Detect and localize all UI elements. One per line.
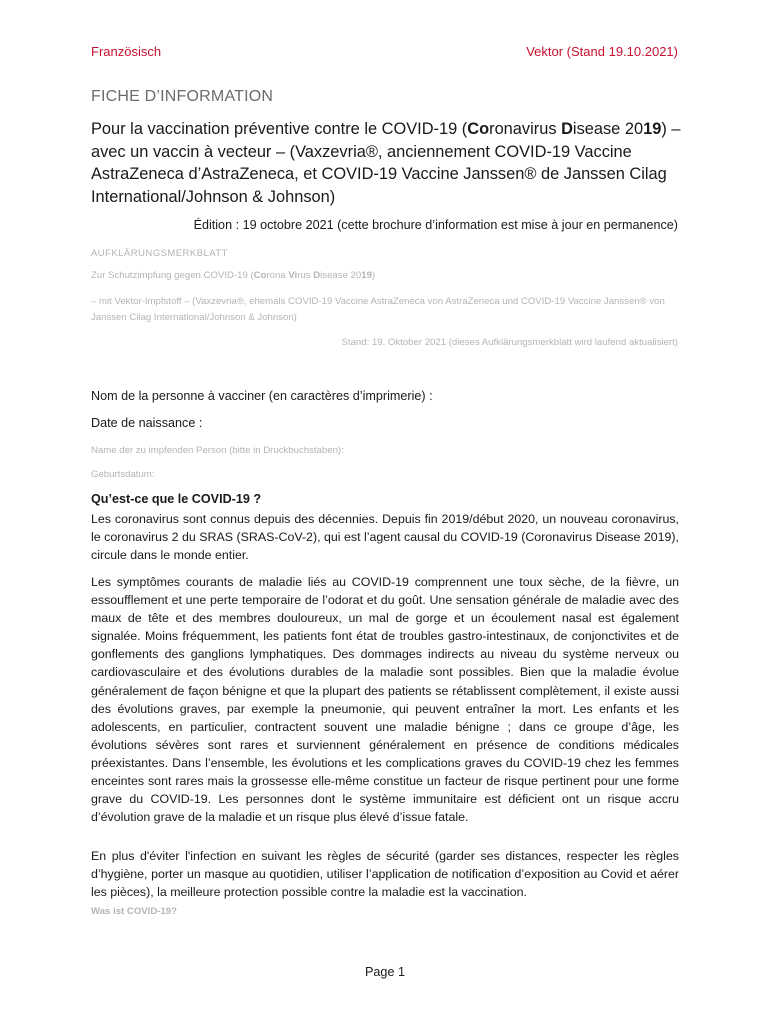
german-vector-line: – mit Vektor-Impfstoff – (Vaxzevria®, ehemals COVID-19 Vaccine AstraZeneca von AstraZeneca und COVID-19 Vaccine Janssen® von Janssen Cilag International/Johnson & Johnson) xyxy=(91,296,665,323)
german-dob-label: Geburtsdatum: xyxy=(91,469,155,480)
german-purpose: Zur Schutzimpfung gegen COVID-19 (Corona Virus Disease 2019) xyxy=(91,270,376,281)
version-label: Vektor (Stand 19.10.2021) xyxy=(526,44,678,59)
page-number: Page 1 xyxy=(365,965,405,979)
name-field-label: Nom de la personne à vacciner (en caractères d’imprimerie) : xyxy=(91,389,433,403)
section-title: Qu’est-ce que le COVID-19 ? xyxy=(91,492,262,506)
paragraph-symptoms: Les symptômes courants de maladie liés au COVID-19 comprennent une toux sèche, de la fièvre, un essoufflement et une perte temporaire de l’odorat et du goût. Une sensation générale de maladie avec des maux de tête et des membres douloureux, un mal de gorge et un écoulement nasal est également signalée. Moins fréquemment, les patients font état de troubles gastro-intestinaux, de conjonctivites et de gonflements des ganglions lymphatiques. Des dommages indirects au niveau du système nerveux ou cardiovasculaire et des évolutions durables de la maladie sont possibles. Bien que la maladie évolue généralement de façon bénigne et que la plupart des patients se rétablissent complètement, il existe aussi des évolutions graves, par exemple la pneumonie, qui peuvent entraîner la mort. Les enfants et les adolescents, en particulier, contractent souvent une maladie bénigne ; dans ce groupe d’âge, les évolutions sévères sont rares et surviennent généralement en présence de conditions médicales préexistantes. Dans l’ensemble, les évolutions et les complications graves du COVID-19 chez les femmes enceintes sont rares mais la grossesse elle-même constitue un facteur de risque pertinent pour une forme grave du COVID-19. Les personnes dont le système immunitaire est déficient ont un risque accru d’évolution grave de la maladie et un risque plus élevé d’issue fatale. xyxy=(91,575,679,825)
language-label: Französisch xyxy=(91,44,162,59)
paragraph-protection: En plus d'éviter l'infection en suivant les règles de sécurité (garder ses distances, respecter les règles d’hygiène, porter un masque au quotidien, utiliser l’application de notification d’exposition au Covid et aérer les pièces), la meilleure protection possible contre la maladie est la vaccination. xyxy=(91,849,679,900)
german-name-label: Name der zu impfenden Person (bitte in Druckbuchstaben): xyxy=(91,445,344,456)
document-type-heading: FICHE D’INFORMATION xyxy=(91,88,274,105)
german-heading: AUFKLÄRUNGSMERKBLATT xyxy=(91,248,228,259)
german-stand-line: Stand: 19. Oktober 2021 (dieses Aufklärungsmerkblatt wird laufend aktualisiert) xyxy=(341,337,678,348)
edition-line: Édition : 19 octobre 2021 (cette brochure d’information est mise à jour en permanence) xyxy=(193,218,678,232)
dob-field-label: Date de naissance : xyxy=(91,416,203,430)
document-title: Pour la vaccination préventive contre le COVID-19 (Coronavirus Disease 2019) – avec un vaccin à vecteur – (Vaxzevria®, anciennement COVID-19 Vaccine AstraZeneca d’AstraZeneca, et COVID-19 Vaccine Janssen® de Janssen Cilag International/Johnson & Johnson) xyxy=(91,120,681,206)
german-section-title: Was ist COVID-19? xyxy=(91,906,178,917)
paragraph-intro: Les coronavirus sont connus depuis des décennies. Depuis fin 2019/début 2020, un nouveau coronavirus, le coronavirus 2 du SRAS (SRAS-CoV-2), qui est l’agent causal du COVID-19 (Coronavirus Disease 2019), circule dans le monde entier. xyxy=(91,512,679,563)
